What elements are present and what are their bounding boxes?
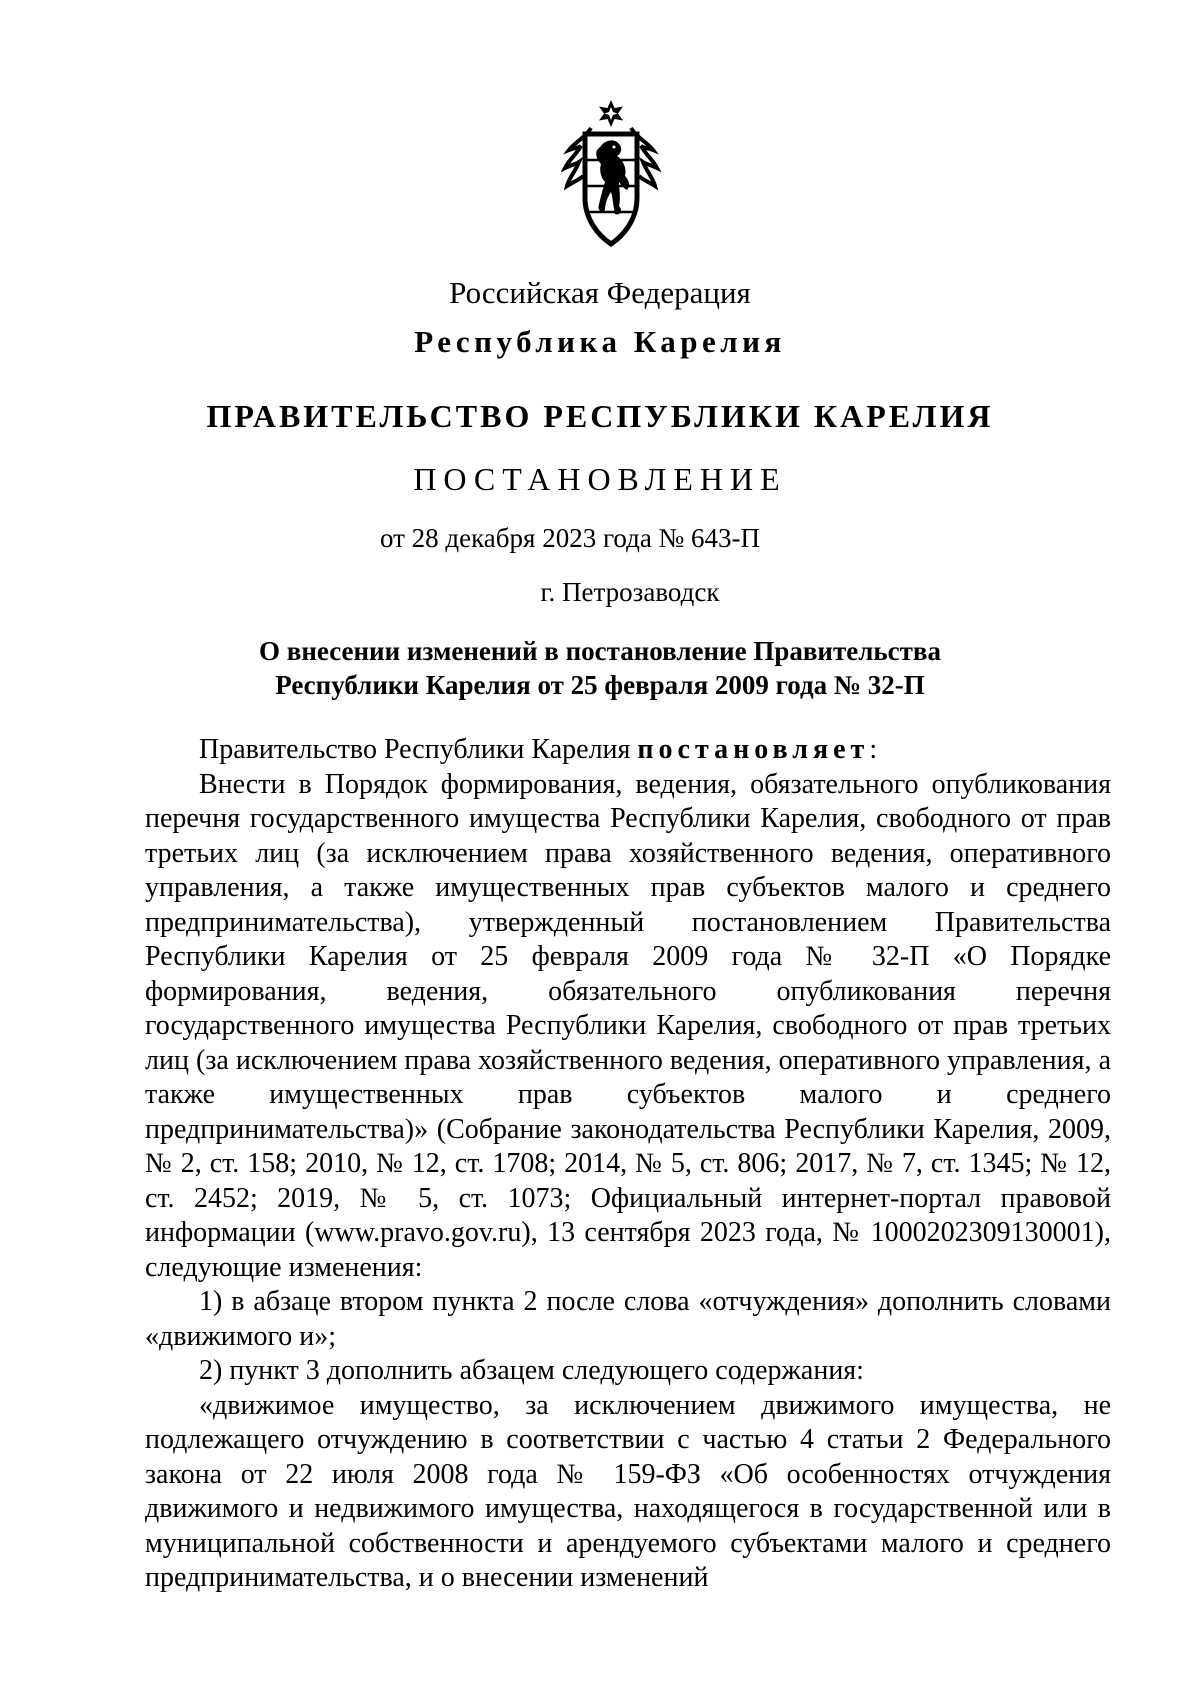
body-paragraph-1: Внести в Порядок формирования, ведения, обязательного опубликования перечня государственного имущества Республики Карелия, свободного от прав третьих лиц (за исключением права хозяйственного ведения, оперативного управления, а также имущественных прав субъектов малого и среднего предпринимательства), утвержденный постановлением Правительства Республики Карелия от 25 февраля 2009 года № 32-П «О Порядке формирования, ведения, обязательного опубликования перечня государственного имущества Республики Карелия, свободного от прав третьих лиц (за исключением права хозяйственного ведения, оперативного управления, а также имущественных прав субъектов малого и среднего предпринимательства)» (Собрание законодательства Республики Карелия, 2009, № 2, ст. 158; 2010, № 12, ст. 1708; 2014, № 5, ст. 806; 2017, № 7, ст. 1345; № 12, ст. 2452; 2019, № 5, ст. 1073; Официальный интернет-портал правовой информации (www.pravo.gov.ru), 13 сентября 2023 года, № 1000202309130001), следующие изменения: [145, 768, 1111, 1283]
karelia-coat-of-arms-icon [561, 98, 661, 248]
intro-verb: постановляет [637, 734, 870, 765]
body-paragraph-4: «движимое имущество, за исключением движимого имущества, не подлежащего отчуждению в соответствии с частью 4 статьи 2 Федерального закона от 22 июля 2008 года № 159-ФЗ «Об особенностях отчуждения движимого и недвижимого имущества, находящегося в государственной или в муниципальной собственности и арендуемого субъектами малого и среднего предпринимательства, и о внесении изменений [145, 1389, 1111, 1593]
country-name: Российская Федерация [449, 275, 751, 310]
title-line-1: О внесении изменений в постановление Правительства [259, 636, 941, 666]
city: г. Петрозаводск [540, 577, 720, 607]
body-paragraph-3: 2) пункт 3 дополнить абзацем следующего содержания: [199, 1355, 864, 1386]
government-name: ПРАВИТЕЛЬСТВО РЕСПУБЛИКИ КАРЕЛИЯ [206, 398, 994, 434]
body-paragraph-2: 1) в абзаце втором пункта 2 после слова «отчуждения» дополнить словами «движимого и»; [145, 1286, 1111, 1352]
intro-suffix: : [869, 734, 878, 765]
document-body [145, 733, 1111, 1596]
intro-paragraph [145, 733, 1111, 768]
document-type: ПОСТАНОВЛЕНИЕ [413, 461, 787, 497]
date-number: от 28 декабря 2023 года № 643-П [379, 523, 761, 553]
document-title [0, 634, 1200, 702]
title-line-2: Республики Карелия от 25 февраля 2009 года № 32-П [275, 670, 925, 700]
republic-name: Республика Карелия [414, 324, 786, 359]
intro-prefix: Правительство Республики Карелия [199, 734, 638, 765]
